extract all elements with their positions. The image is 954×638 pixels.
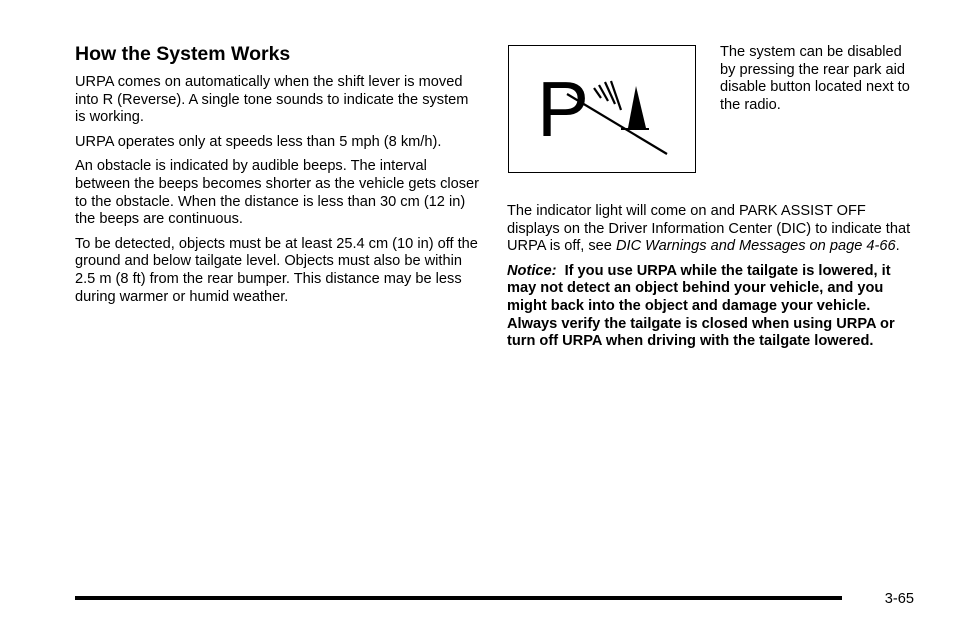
indicator-text: The indicator light will come on and PARK ASSIST OFF displays on the Driver Information Center (DIC) to indicate that URPA is off, see (507, 203, 911, 255)
paragraph-indicator (507, 203, 912, 256)
page-number: 3-65 (884, 591, 914, 607)
figure-caption: The system can be disabled by pressing the rear park aid disable button located next to the radio. (720, 44, 910, 113)
figure-row (507, 42, 912, 202)
section-heading: How the System Works (75, 43, 291, 65)
notice-text: If you use URPA while the tailgate is lowered, it may not detect an object behind your vehicle, and you might back into the object and damage your vehicle. Always verify the tailgate is closed when using URPA or turn off URPA when driving with the tailgate lowered. (507, 262, 895, 350)
paragraph-activation: URPA comes on automatically when the shift lever is moved into R (Reverse). A single tone sounds to indicate the system is working. (75, 74, 469, 126)
paragraph-speed: URPA operates only at speeds less than 5 mph (8 km/h). (75, 133, 442, 150)
right-text-block (507, 203, 912, 358)
footer-rule (75, 596, 842, 600)
park-assist-off-figure (508, 45, 696, 173)
paragraph-detection: To be detected, objects must be at least 25.4 cm (10 in) off the ground and below tailgate level. Objects must also be within 2.5 m (8 ft) from the rear bumper. This distance may be less during warmer or humid weather. (75, 235, 478, 305)
indicator-text-end: . (895, 238, 900, 255)
dic-reference-link[interactable]: DIC Warnings and Messages on page 4-66 (615, 238, 896, 255)
sensor-waves-icon (594, 81, 621, 110)
park-assist-off-icon (509, 46, 695, 172)
left-column (75, 42, 480, 313)
paragraph-beeps: An obstacle is indicated by audible beeps. The interval between the beeps becomes shorter as the vehicle gets closer to the obstacle. When the distance is less than 30 cm (12 in) the beeps are continuous. (75, 158, 479, 228)
notice-label: Notice: (507, 262, 557, 279)
right-column (507, 42, 912, 350)
park-letter: P (537, 65, 590, 153)
notice-paragraph (507, 263, 912, 351)
obstacle-cone-icon (628, 86, 646, 128)
